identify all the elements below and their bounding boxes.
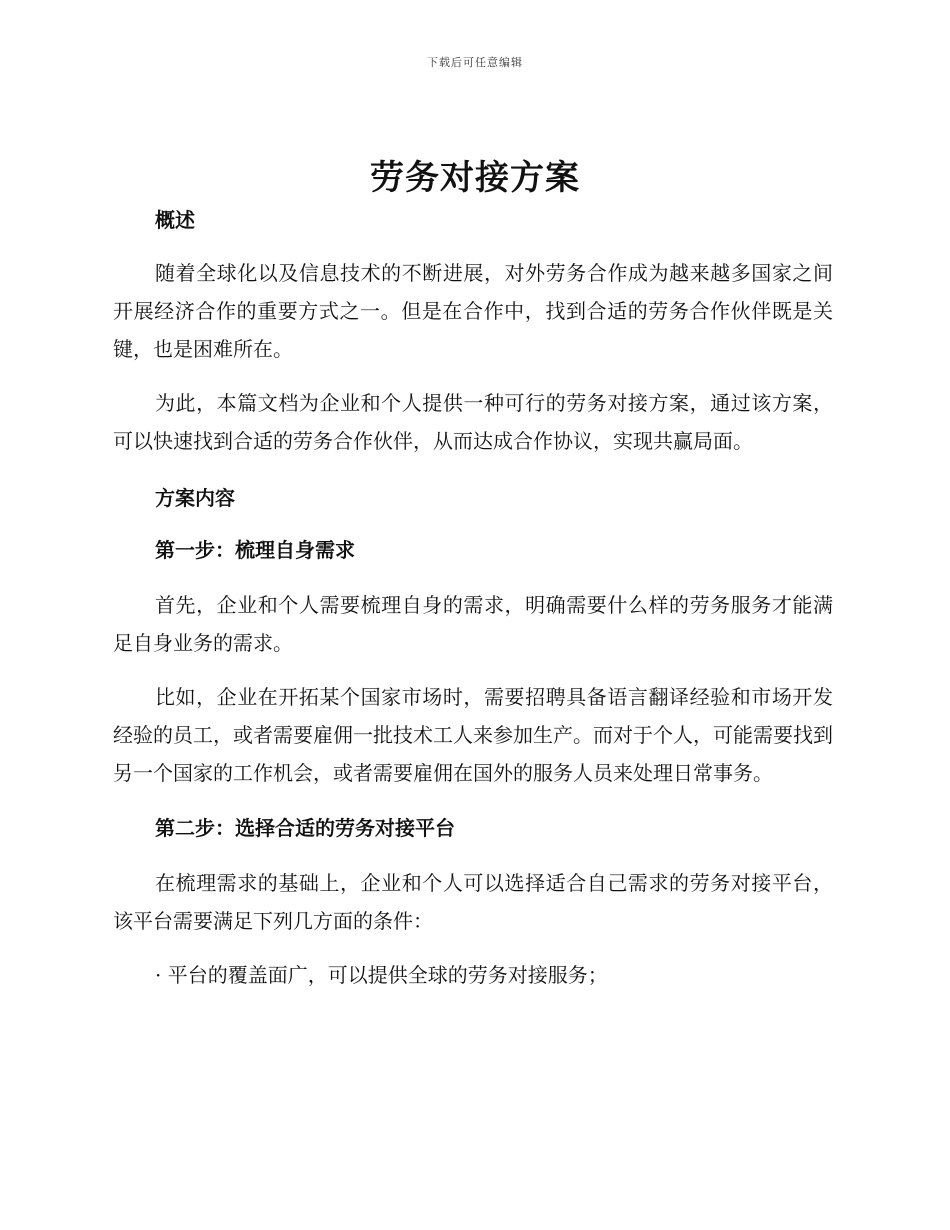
paragraph-step1-1: 首先，企业和个人需要梳理自身的需求，明确需要什么样的劳务服务才能满足自身业务的需求。 (113, 593, 833, 655)
paragraph-step1-2: 比如，企业在开拓某个国家市场时，需要招聘具备语言翻译经验和市场开发经验的员工，或者需要雇佣一批技术工人来参加生产。而对于个人，可能需要找到另一个国家的工作机会，或者需要雇佣在国外的服务人员来处理日常事务。 (113, 685, 833, 785)
section-heading-step2: 第二步：选择合适的劳务对接平台 (155, 816, 455, 840)
document-title: 劳务对接方案 (370, 158, 580, 198)
list-item-step2-1: · 平台的覆盖面广，可以提供全球的劳务对接服务； (155, 963, 608, 987)
paragraph-overview-2: 为此，本篇文档为企业和个人提供一种可行的劳务对接方案，通过该方案，可以快速找到合适的劳务合作伙伴，从而达成合作协议，实现共赢局面。 (113, 391, 833, 453)
paragraph-overview-1: 随着全球化以及信息技术的不断进展，对外劳务合作成为越来越多国家之间开展经济合作的重要方式之一。但是在合作中，找到合适的劳务合作伙伴既是关键，也是困难所在。 (113, 261, 833, 361)
paragraph-step2-1: 在梳理需求的基础上，企业和个人可以选择适合自己需求的劳务对接平台，该平台需要满足下列几方面的条件： (113, 871, 833, 933)
document-body (113, 204, 833, 994)
header-note: 下载后可任意编辑 (427, 56, 523, 69)
section-heading-content: 方案内容 (155, 486, 235, 510)
section-heading-step1: 第一步：梳理自身需求 (155, 538, 355, 562)
section-heading-overview: 概述 (155, 208, 195, 232)
